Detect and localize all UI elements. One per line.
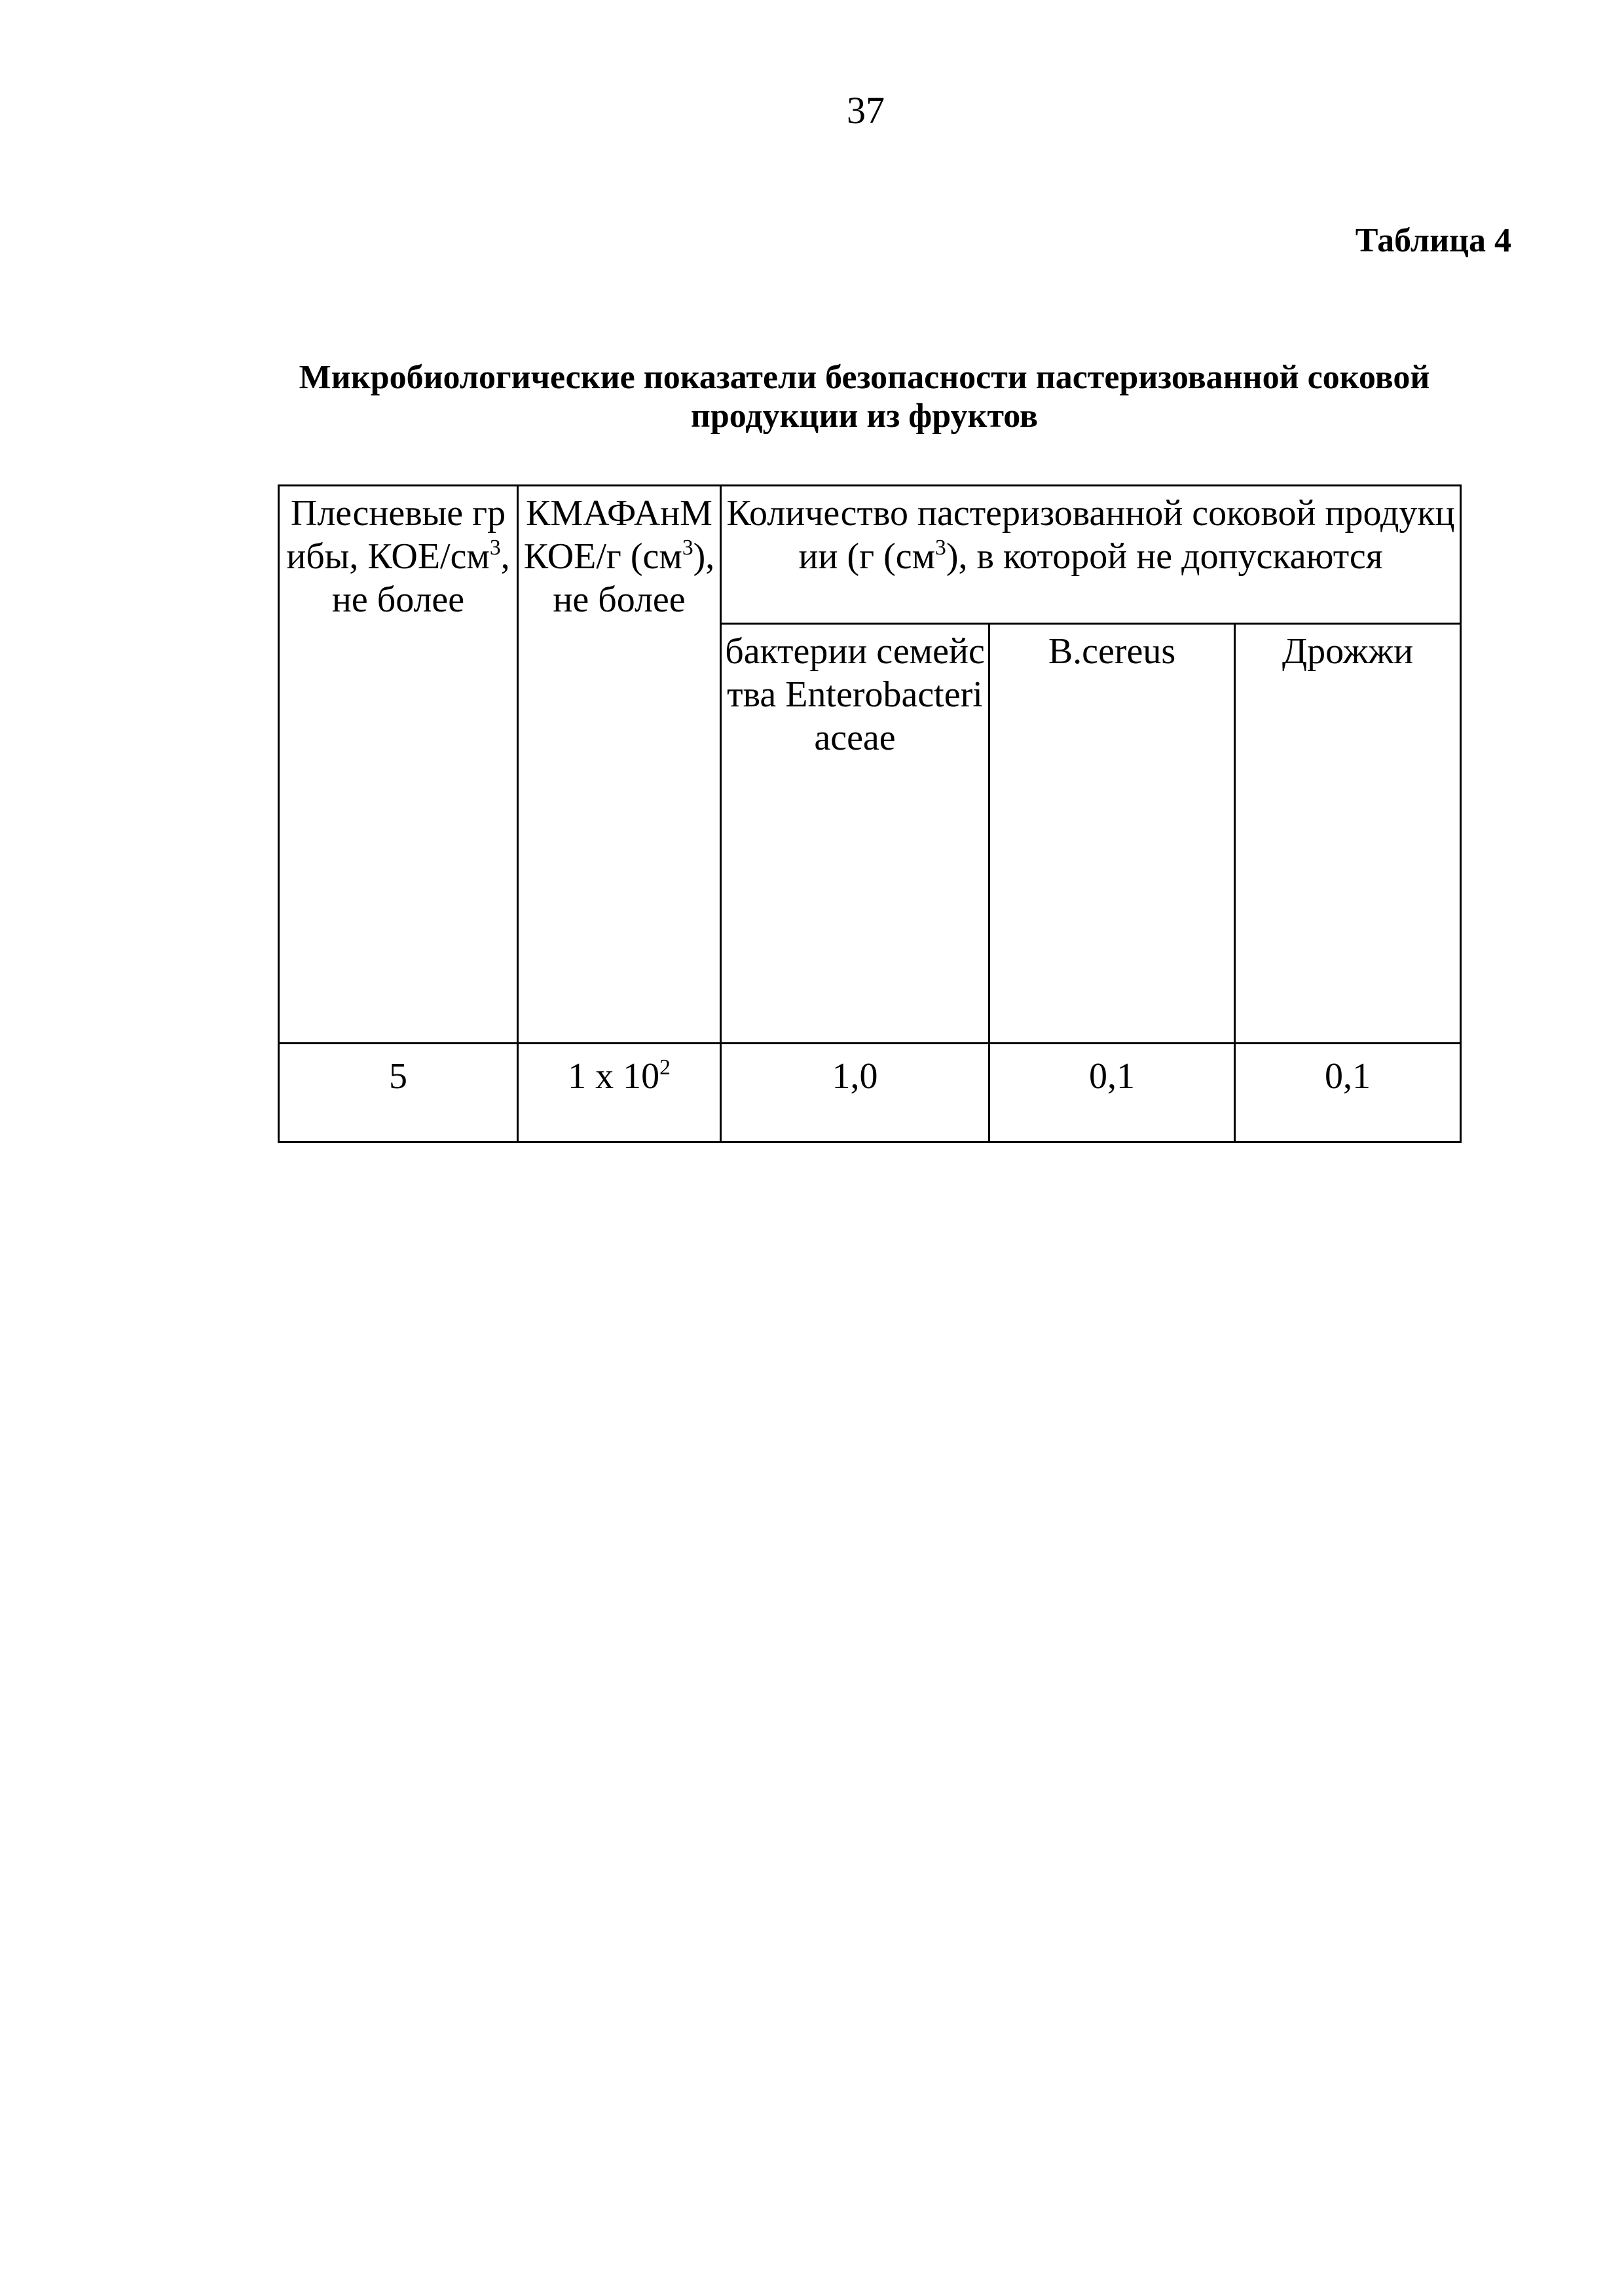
table-title: Микробиологические показатели безопасности пастеризованной соковой продукции из фруктов <box>299 359 1430 435</box>
header-mold-text: Плесневые грибы, КОЕ/см <box>286 493 506 577</box>
value-bcereus: 0,1 <box>989 1044 1235 1142</box>
value-mold: 5 <box>279 1044 518 1142</box>
header-mold-comma: , <box>500 536 510 577</box>
header-mold-limit: не более <box>331 579 465 621</box>
table-label: Таблица 4 <box>1355 222 1511 259</box>
value-kmafanm-exp: 2 <box>659 1055 671 1080</box>
table-header-row <box>279 486 1461 624</box>
value-kmafanm-base: 1 х 10 <box>568 1056 660 1097</box>
header-group-text: Количество пастеризованной соковой продукции (г (см <box>726 493 1455 577</box>
header-kmafanm-limit: не более <box>553 579 686 621</box>
value-enterobacteriaceae: 1,0 <box>721 1044 989 1142</box>
header-group-quantity <box>721 486 1461 624</box>
header-bcereus: B.cereus <box>989 624 1235 1044</box>
header-kmafanm-close: ), <box>693 536 715 577</box>
table-row <box>279 1044 1461 1142</box>
header-enterobacteriaceae: бактерии семейства Enterobacteriaceae <box>721 624 989 1044</box>
header-mold-sup: 3 <box>489 536 501 560</box>
header-kmafanm <box>518 486 721 1044</box>
header-yeast: Дрожжи <box>1235 624 1461 1044</box>
value-yeast: 0,1 <box>1235 1044 1461 1142</box>
page-number: 37 <box>847 89 885 132</box>
header-kmafanm-sup: 3 <box>682 536 693 560</box>
header-group-sup: 3 <box>935 536 946 560</box>
header-mold-fungi <box>279 486 518 1044</box>
value-kmafanm <box>518 1044 721 1142</box>
microbiology-table <box>278 484 1462 1143</box>
header-kmafanm-text: КМАФАнМ КОЕ/г (см <box>523 493 712 577</box>
header-group-text-end: ), в которой не допускаются <box>946 536 1383 577</box>
